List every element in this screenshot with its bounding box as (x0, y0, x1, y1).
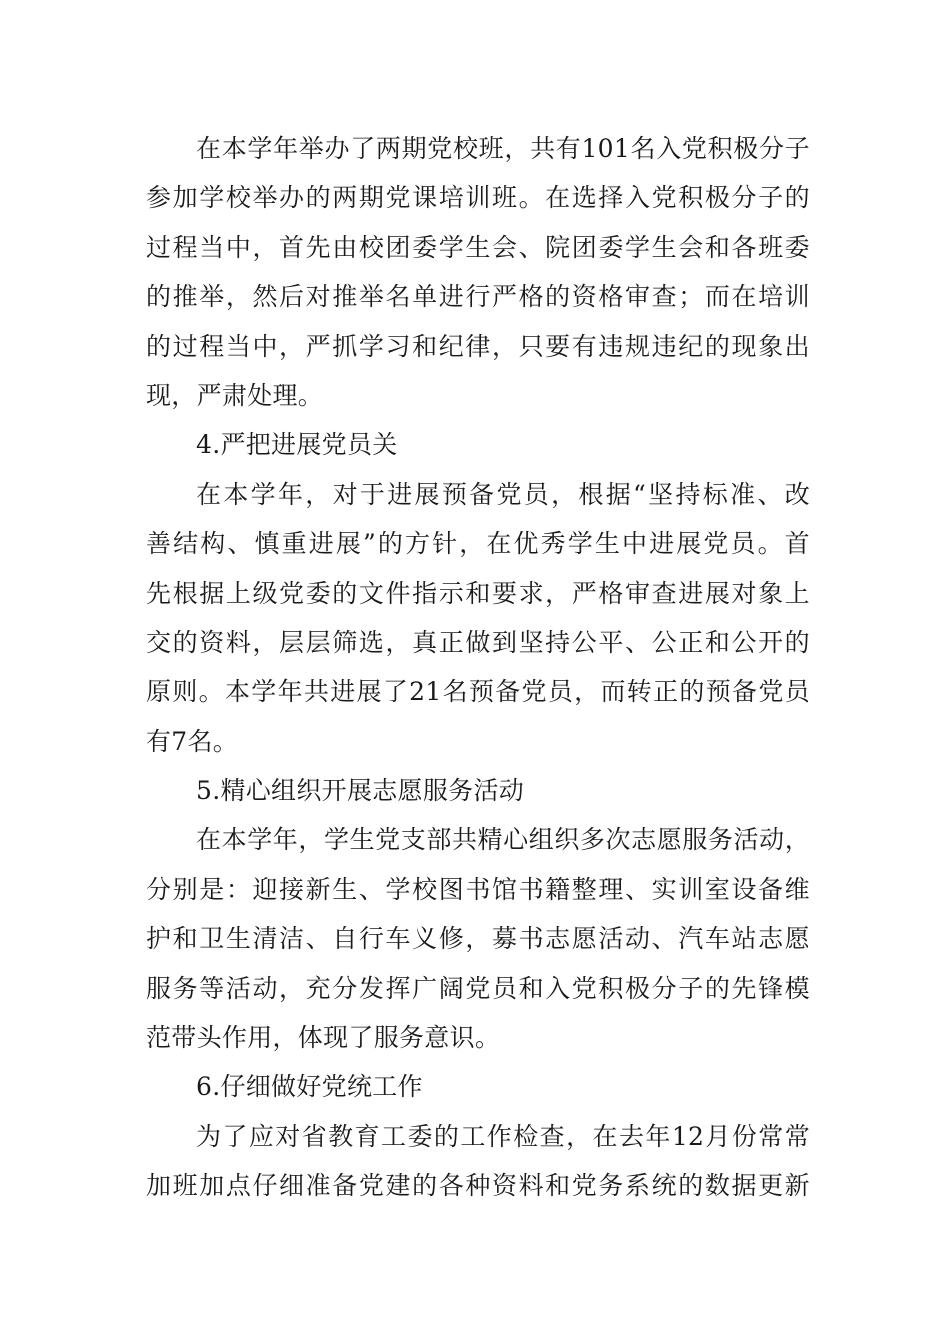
section-heading: 6.仔细做好党统工作 (196, 1072, 423, 1102)
paragraph-line: 的过程当中，严抓学习和纪律，只要有违规违纪的现象出 (146, 331, 810, 361)
paragraph-line: 加班加点仔细准备党建的各种资料和党务系统的数据更新 (146, 1171, 810, 1201)
paragraph-line: 原则。本学年共进展了21名预备党员，而转正的预备党员 (146, 677, 810, 707)
paragraph-line: 为了应对省教育工委的工作检查，在去年12月份常常 (196, 1121, 810, 1151)
paragraph-line: 交的资料，层层筛选，真正做到坚持公平、公正和公开的 (146, 627, 810, 657)
paragraph-line: 在本学年，对于进展预备党员，根据“坚持标准、改 (196, 479, 810, 509)
paragraph-line: 有7名。 (146, 726, 239, 756)
paragraph-line: 先根据上级党委的文件指示和要求，严格审查进展对象上 (146, 578, 810, 608)
paragraph-line: 服务等活动，充分发挥广阔党员和入党积极分子的先锋模 (146, 973, 810, 1003)
paragraph-line: 的推举，然后对推举名单进行严格的资格审查；而在培训 (146, 282, 810, 312)
paragraph-line: 参加学校举办的两期党课培训班。在选择入党积极分子的 (146, 183, 810, 213)
paragraph-line: 范带头作用，体现了服务意识。 (146, 1023, 501, 1053)
paragraph-line: 过程当中，首先由校团委学生会、院团委学生会和各班委 (146, 232, 810, 262)
paragraph-line: 善结构、慎重进展”的方针，在优秀学生中进展党员。首 (146, 529, 810, 559)
paragraph-line: 在本学年，学生党支部共精心组织多次志愿服务活动， (196, 825, 810, 855)
section-heading: 5.精心组织开展志愿服务活动 (196, 776, 525, 806)
paragraph-line: 分别是：迎接新生、学校图书馆书籍整理、实训室设备维 (146, 874, 810, 904)
paragraph-line: 在本学年举办了两期党校班，共有101名入党积极分子 (196, 134, 810, 163)
paragraph-line: 护和卫生清洁、自行车义修，募书志愿活动、汽车站志愿 (146, 924, 810, 954)
paragraph-line: 现，严肃处理。 (146, 380, 324, 410)
body-text (146, 124, 810, 1211)
section-heading: 4.严把进展党员关 (196, 430, 398, 460)
